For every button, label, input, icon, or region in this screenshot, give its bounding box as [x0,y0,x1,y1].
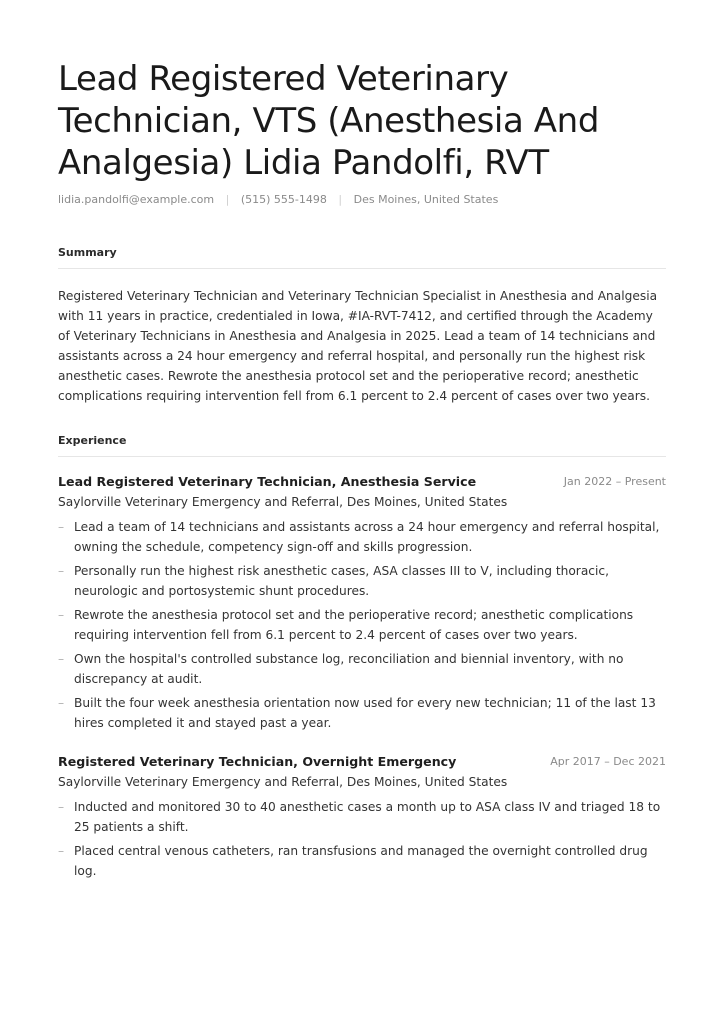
bullet-item [58,518,666,557]
job-title: Lead Registered Veterinary Technician, Anesthesia Service [58,474,477,489]
job-title: Registered Veterinary Technician, Overnight Emergency [58,754,457,769]
bullet-item [58,650,666,689]
name-line-3: Analgesia) Lidia Pandolfi, RVT [58,143,549,183]
job-dates: Jan 2022 – Present [563,475,666,488]
contact-phone[interactable]: (515) 555-1498 [240,193,327,206]
contact-email[interactable]: lidia.pandolfi@example.com [58,193,215,206]
bullet-text: Placed central venous catheters, ran transfusions and managed the overnight controlled drug log. [74,844,648,878]
bullet-text: Rewrote the anesthesia protocol set and the perioperative record; anesthetic complications requiring intervention fell from 6.1 percent to 2.4 percent of cases over two years. [74,608,634,642]
dash-icon: – [58,800,65,814]
job-dates: Apr 2017 – Dec 2021 [550,755,666,768]
experience-divider [58,456,666,457]
job-entry-1 [58,472,666,738]
dash-icon: – [58,696,65,710]
name-line-1: Lead Registered Veterinary [58,59,509,99]
bullet-item [58,562,666,601]
contact-separator: | [338,193,343,206]
job-company: Saylorville Veterinary Emergency and Referral, Des Moines, United States [58,495,508,509]
dash-icon: – [58,564,65,578]
dash-icon: – [58,520,65,534]
contact-separator: | [225,193,230,206]
job-entry-2 [58,752,666,886]
bullet-item [58,842,666,881]
summary-divider [58,268,666,269]
bullet-item [58,798,666,837]
summary-heading: Summary [58,246,117,259]
contact-line [58,193,498,206]
bullet-item [58,606,666,645]
bullet-item [58,694,666,733]
bullet-text: Own the hospital's controlled substance log, reconciliation and biennial inventory, with no discrepancy at audit. [74,652,624,686]
job-bullets [58,518,666,733]
dash-icon: – [58,608,65,622]
contact-location: Des Moines, United States [353,193,499,206]
dash-icon: – [58,652,65,666]
bullet-text: Inducted and monitored 30 to 40 anesthetic cases a month up to ASA class IV and triaged 18 to 25 patients a shift. [74,800,661,834]
candidate-name [58,58,678,184]
job-company: Saylorville Veterinary Emergency and Referral, Des Moines, United States [58,775,508,789]
bullet-text: Lead a team of 14 technicians and assistants across a 24 hour emergency and referral hospital, owning the schedule, competency sign-off and skills progression. [74,520,660,554]
dash-icon: – [58,844,65,858]
job-bullets [58,798,666,881]
name-line-2: Technician, VTS (Anesthesia And [58,101,599,141]
experience-heading: Experience [58,434,127,447]
summary-text: Registered Veterinary Technician and Veterinary Technician Specialist in Anesthesia and Analgesia with 11 years in practice, credentialed in Iowa, #IA-RVT-7412, and certified through the Academy of Veterinary Technicians in Anesthesia and Analgesia in 2025. Lead a team of 14 technicians and assistants across a 24 hour emergency and referral hospital, and personally run the highest risk anesthetic cases. Rewrote the anesthesia protocol set and the perioperative record; anesthetic complications requiring intervention fell from 6.1 percent to 2.4 percent of cases over two years. [58,289,658,403]
bullet-text: Built the four week anesthesia orientation now used for every new technician; 11 of the last 13 hires completed it and stayed past a year. [74,696,656,730]
bullet-text: Personally run the highest risk anesthetic cases, ASA classes III to V, including thoracic, neurologic and portosystemic shunt procedures. [74,564,609,598]
